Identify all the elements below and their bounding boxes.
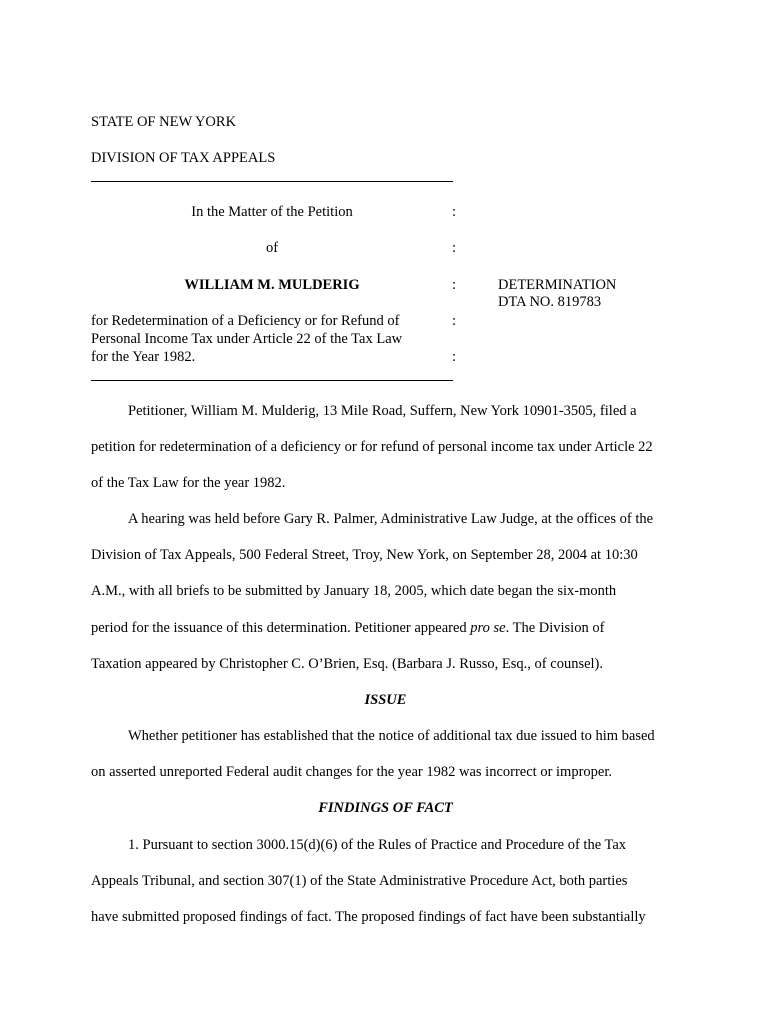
hearing-paragraph-line: A hearing was held before Gary R. Palmer, Administrative Law Judge, at the offices of the [128, 511, 654, 527]
dta-number: DTA NO. 819783 [498, 294, 602, 310]
finding-paragraph-line: have submitted proposed findings of fact. The proposed findings of fact have been substantially [91, 909, 646, 925]
intro-paragraph-line: of the Tax Law for the year 1982. [91, 475, 286, 491]
state-heading: STATE OF NEW YORK [91, 114, 237, 130]
pro-se-italic: pro se [470, 620, 506, 636]
caption-description-line: Personal Income Tax under Article 22 of the Tax Law [91, 331, 403, 347]
matter-line: In the Matter of the Petition [191, 204, 353, 220]
caption-bottom-rule [91, 380, 453, 381]
hearing-paragraph-line: Division of Tax Appeals, 500 Federal Street, Troy, New York, on September 28, 2004 at 10:30 [91, 547, 638, 563]
caption-colon: : [452, 204, 457, 220]
caption-description-line: for the Year 1982. [91, 349, 196, 365]
of-line: of [265, 240, 279, 256]
findings-heading: FINDINGS OF FACT [318, 800, 453, 816]
caption-colon: : [452, 240, 457, 256]
petitioner-name: WILLIAM M. MULDERIG [184, 277, 360, 293]
hearing-paragraph-line: A.M., with all briefs to be submitted by January 18, 2005, which date began the six-month [91, 583, 617, 599]
caption-colon: : [452, 313, 457, 329]
intro-paragraph-line: Petitioner, William M. Mulderig, 13 Mile Road, Suffern, New York 10901-3505, filed a [128, 403, 637, 419]
intro-paragraph-line: petition for redetermination of a deficiency or for refund of personal income tax under Article 22 [91, 439, 653, 455]
hearing-paragraph-line [91, 619, 604, 637]
determination-label: DETERMINATION [498, 277, 617, 293]
hearing-text: period for the issuance of this determination. Petitioner appeared [91, 620, 471, 636]
finding-paragraph-line: 1. Pursuant to section 3000.15(d)(6) of the Rules of Practice and Procedure of the Tax [128, 837, 627, 853]
division-heading: DIVISION OF TAX APPEALS [91, 150, 276, 166]
hearing-paragraph-line: Taxation appeared by Christopher C. O’Brien, Esq. (Barbara J. Russo, Esq., of counsel). [91, 656, 604, 672]
finding-paragraph-line: Appeals Tribunal, and section 307(1) of the State Administrative Procedure Act, both parties [91, 873, 628, 889]
caption-description-line: for Redetermination of a Deficiency or for Refund of [91, 313, 400, 329]
caption-colon: : [452, 349, 457, 365]
issue-heading: ISSUE [364, 692, 407, 708]
hearing-text: . The Division of [505, 620, 605, 636]
issue-paragraph-line: on asserted unreported Federal audit changes for the year 1982 was incorrect or improper. [91, 764, 613, 780]
issue-paragraph-line: Whether petitioner has established that the notice of additional tax due issued to him based [128, 728, 655, 744]
caption-colon: : [452, 277, 457, 293]
caption-top-rule [91, 181, 453, 182]
